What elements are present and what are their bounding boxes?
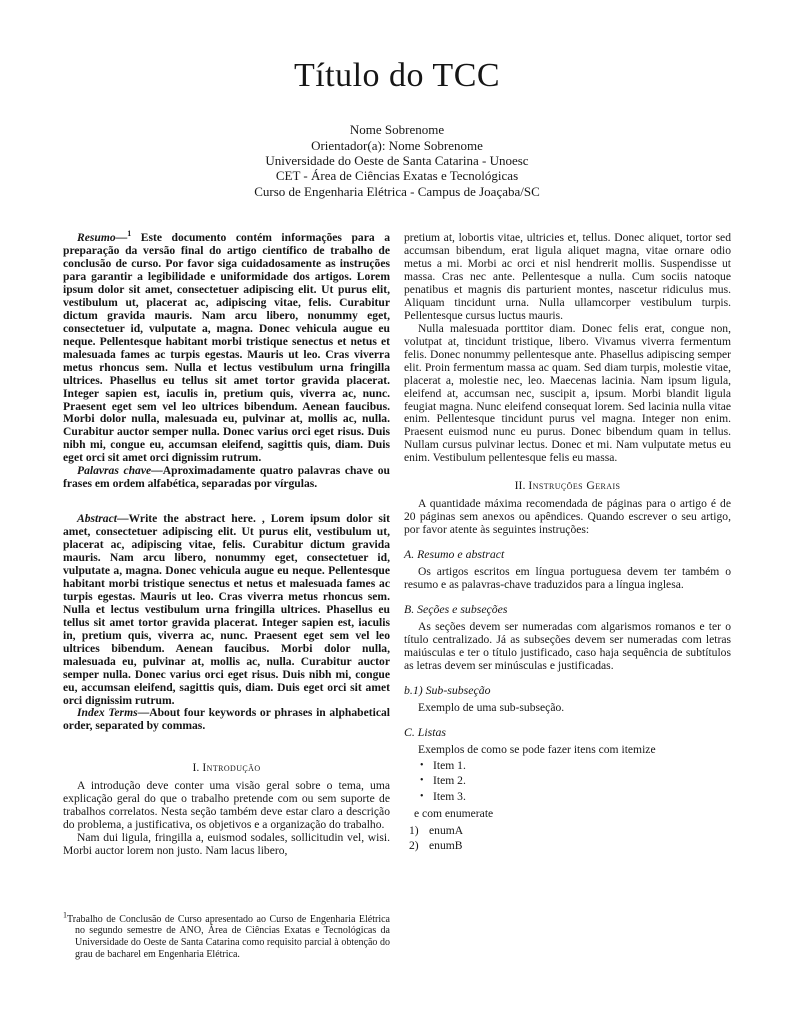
enumerate-intro: e com enumerate — [414, 807, 494, 821]
affiliation-course: Curso de Engenharia Elétrica - Campus de Joaçaba/SC — [254, 183, 540, 199]
list-item — [404, 791, 731, 804]
resumo-label: Resumo — [77, 231, 116, 245]
enum-number: 2) — [409, 839, 419, 853]
instrucoes-paragraph: A quantidade máxima recomendada de páginas para o artigo é de 20 páginas sem anexos ou apêndices. Quando escrever o seu artigo, por favor atente às seguintes instruções: — [404, 497, 731, 537]
resumo-dash: — — [115, 231, 128, 245]
list-item — [404, 775, 731, 788]
footnote-text: Trabalho de Conclusão de Curso apresentado ao Curso de Engenharia Elétrica no segundo semestre de ANO, Área de Ciências Exatas e Tecnológicas da Universidade do Oeste de Santa Catarina como requisito parcial à obtenção do grau de bacharel em Engenharia Elétrica. — [67, 913, 390, 960]
subsection-a-heading: A. Resumo e abstract — [404, 547, 505, 562]
sub-subsection-b1-heading: b.1) Sub-subseção — [404, 682, 491, 697]
subsection-b-heading: B. Seções e subseções — [404, 601, 508, 616]
resumo-text: Este documento contém informações para a preparação da versão final do artigo científico de trabalho de conclusão de curso. Por favor siga cuidadosamente as instruções para garantir a legibilidade e uniformidade dos artigos. Lorem ipsum dolor sit amet, consectetuer adipiscing elit. Ut purus elit, vestibulum ut, placerat ac, adipiscing vitae, felis. Curabitur dictum gravida mauris. Nam arcu libero, nonummy eget, consectetuer id, vulputate a, magna. Donec vehicula augue eu neque. Pellentesque habitant morbi tristique senectus et netus et malesuada fames ac turpis egestas. Mauris ut leo. Cras viverra metus rhoncus sem. Nulla et lectus vestibulum urna fringilla ultrices. Phasellus eu tellus sit amet tortor gravida placerat. Integer sapien est, iaculis in, pretium quis, viverra ac, nunc. Praesent eget sem vel leo ultrices bibendum. Aenean faucibus. Morbi dolor nulla, malesuada eu, pulvinar at, mollis ac, nulla. Curabitur auctor semper nulla. Donec varius orci eget risus. Duis nibh mi, congue eu, accumsan eleifend, sagittis quis, diam. Duis eget orci sit amet orci dignissim rutrum. — [63, 231, 390, 465]
bullet-icon: • — [420, 760, 424, 772]
listas-intro-paragraph: Exemplos de como se pode fazer itens com itemize — [418, 742, 656, 756]
section-heading-instrucoes-gerais — [404, 479, 731, 492]
section-heading-introducao — [63, 761, 390, 774]
list-item-text: Item 1. — [433, 759, 466, 773]
subsection-b-paragraph: As seções devem ser numeradas com algarismos romanos e ter o título centralizado. Já as subseções devem ser numeradas com letras maiúsculas e ter o título justificado, caso haja sequência de subtítulos as letras devem ser minúsculas e justificadas. — [404, 619, 731, 672]
palavras-chave-paragraph — [63, 465, 390, 491]
advisor-name: Orientador(a): Nome Sobrenome — [311, 137, 483, 153]
abstract-dash: — — [116, 512, 129, 526]
list-item-text: Item 3. — [433, 789, 466, 803]
affiliation-department: CET - Área de Ciências Exatas e Tecnológicas — [275, 168, 519, 184]
enum-item — [404, 840, 731, 853]
abstract-paragraph — [63, 513, 390, 707]
abstract-text: Write the abstract here. , Lorem ipsum dolor sit amet, consectetuer adipiscing elit. Ut purus elit, vestibulum ut, placerat ac, adipiscing vitae, felis. Curabitur dictum gravida mauris. Nam arcu libero, nonummy eget, consectetuer id, vulputate a, magna. Donec vehicula augue eu neque. Pellentesque habitant morbi tristique senectus et netus et malesuada fames ac turpis egestas. Mauris ut leo. Cras viverra metus rhoncus sem. Nulla et lectus vestibulum urna fringilla ultrices. Phasellus eu tellus sit amet tortor gravida placerat. Integer sapien est, iaculis in, pretium quis, viverra ac, nunc. Praesent eget sem vel leo ultrices bibendum. Aenean faucibus. Morbi dolor nulla, malesuada eu, pulvinar at, mollis ac, nulla. Curabitur auctor semper nulla. Donec varius orci eget risus. Duis nibh mi, congue eu, accumsan eleifend, sagittis quis, diam. Duis eget orci sit amet orci dignissim rutrum. — [63, 512, 390, 707]
section-number: I. — [192, 760, 200, 775]
bullet-icon: • — [420, 790, 424, 802]
sub-subsection-b1-paragraph: Exemplo de uma sub-subseção. — [418, 700, 565, 714]
subsection-a-paragraph: Os artigos escritos em língua portuguesa devem ter também o resumo e as palavras-chave traduzidos para a língua inglesa. — [404, 565, 731, 591]
abstract-label: Abstract — [77, 512, 117, 526]
palavras-chave-text: Aproximadamente quatro palavras chave ou frases em ordem alfabética, separadas por vírgulas. — [63, 464, 390, 491]
two-column-body — [63, 229, 731, 960]
intro-paragraph-1: A introdução deve conter uma visão geral sobre o tema, uma explicação geral do que o trabalho pretende com ou sem suporte de trabalhos correlatos. Nesta seção também deve estar claro a descrição do problema, a justificativa, os objetivos e a organização do trabalho. — [63, 779, 390, 832]
index-terms-paragraph — [63, 707, 390, 733]
itemize-list — [404, 758, 731, 807]
footnote-mark: 1 — [63, 910, 67, 920]
section-title: Instruções Gerais — [528, 478, 621, 493]
list-item — [404, 760, 731, 773]
list-item-text: Item 2. — [433, 774, 466, 788]
continued-paragraph: pretium at, lobortis vitae, ultricies et, tellus. Donec aliquet, tortor sed accumsan bibendum, erat ligula aliquet magna, vitae ornare odio metus a mi. Morbi ac orci et nisl hendrerit mollis. Suspendisse ut massa. Cras nec ante. Pellentesque a nulla. Cum sociis natoque penatibus et magnis dis parturient montes, nascetur ridiculus mus. Aliquam tincidunt urna. Nulla ullamcorper vestibulum turpis. Pellentesque cursus luctus mauris. — [404, 231, 731, 322]
index-terms-label: Index Terms — [77, 706, 138, 720]
enumerate-list — [404, 822, 731, 855]
affiliation-university: Universidade do Oeste de Santa Catarina - Unoesc — [265, 152, 529, 168]
body-paragraph-2: Nulla malesuada porttitor diam. Donec felis erat, congue non, volutpat at, tincidunt tristique, libero. Vivamus viverra fermentum felis. Donec nonummy pellentesque ante. Phasellus adipiscing semper elit. Proin fermentum massa ac quam. Sed diam turpis, molestie vitae, placerat a, molestie nec, leo. Maecenas lacinia. Nam ipsum ligula, eleifend at, accumsan nec, suscipit a, ipsum. Morbi blandit ligula feugiat magna. Nunc eleifend consequat lorem. Sed lacinia nulla vitae enim. Pellentesque tincidunt purus vel magna. Integer non enim. Praesent euismod nunc eu purus. Donec bibendum quam in tellus. Nullam cursus pulvinar lectus. Donec et mi. Nam vulputate metus eu enim. Vestibulum pellentesque felis eu massa. — [404, 321, 731, 465]
palavras-chave-dash: — — [151, 464, 163, 478]
left-column — [63, 229, 390, 960]
footnote — [63, 910, 390, 960]
bullet-icon: • — [420, 775, 424, 787]
resumo-footnote-mark: 1 — [127, 229, 132, 239]
resumo-paragraph — [63, 229, 390, 465]
index-terms-text: About four keywords or phrases in alphabetical order, separated by commas. — [63, 706, 390, 733]
section-number: II. — [514, 478, 526, 493]
subsection-c-heading: C. Listas — [404, 724, 446, 739]
enum-item-text: enumA — [429, 823, 464, 837]
right-column — [404, 232, 731, 960]
enum-number: 1) — [409, 823, 419, 837]
author-block — [0, 122, 794, 199]
page-title: Título do TCC — [293, 57, 501, 94]
enum-item — [404, 825, 731, 838]
section-title: Introdução — [202, 760, 261, 775]
intro-paragraph-2: Nam dui ligula, fringilla a, euismod sodales, sollicitudin vel, wisi. Morbi auctor lorem non justo. Nam lacus libero, — [63, 831, 390, 858]
index-terms-dash: — — [137, 706, 150, 720]
author-name: Nome Sobrenome — [349, 122, 445, 138]
enum-item-text: enumB — [429, 839, 463, 853]
palavras-chave-label: Palavras chave — [77, 464, 152, 478]
